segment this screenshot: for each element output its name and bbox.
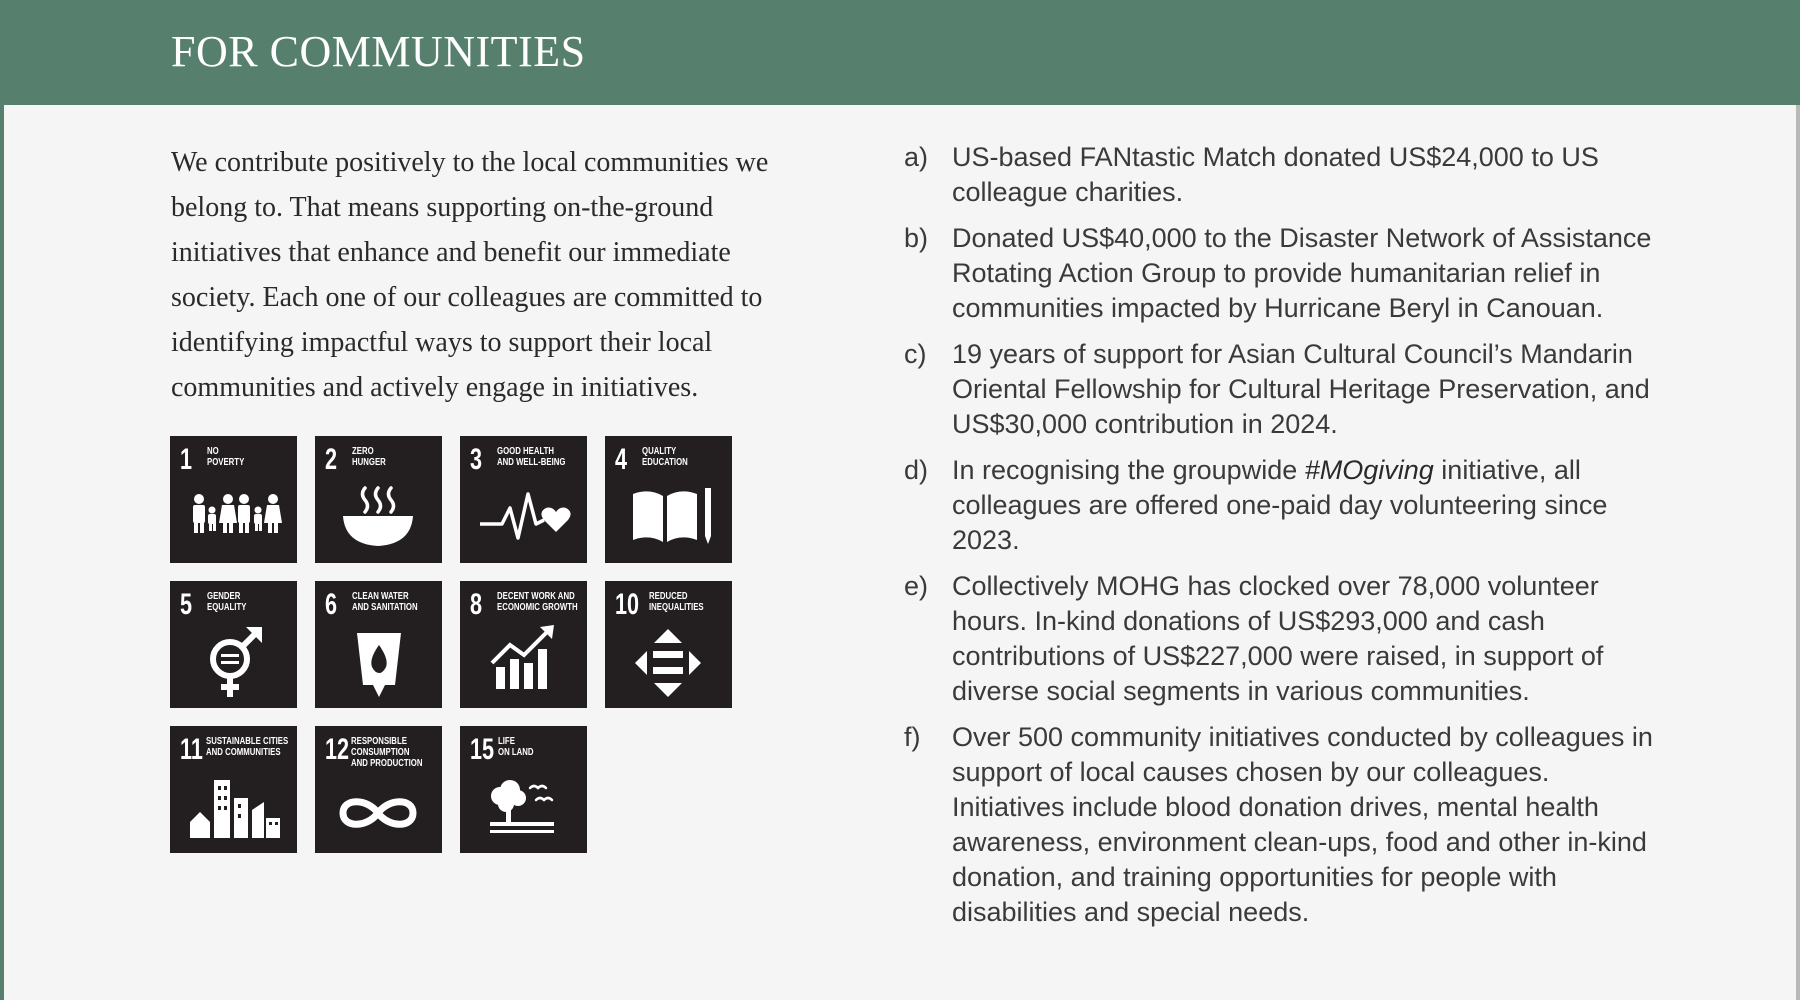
list-marker: f) (904, 722, 921, 752)
sdg-tile-11 (170, 726, 297, 853)
list-marker: b) (904, 223, 929, 253)
sdg-label: NO (207, 446, 219, 457)
sdg-tile-4 (605, 436, 732, 563)
sdg-label: AND COMMUNITIES (206, 747, 281, 758)
list-text: 19 years of support for Asian Cultural Council’s Mandarin Oriental Fellowship for Cultural Heritage Preservation, and US$30,000 contribution in 2024. (952, 339, 1650, 439)
sdg-number: 12 (325, 733, 350, 766)
sdg-number: 2 (325, 443, 338, 476)
sdg-label: GOOD HEALTH (497, 446, 555, 457)
sdg-tile-15 (460, 726, 587, 853)
people-family-icon (170, 436, 297, 563)
tree-birds-icon (460, 726, 587, 853)
water-glass-icon (315, 581, 442, 708)
sdg-label: SUSTAINABLE CITIES (206, 736, 289, 747)
sdg-number: 8 (470, 588, 483, 621)
sdg-tile-12 (315, 726, 442, 853)
sdg-label: CLEAN WATER (352, 591, 409, 602)
sdg-number: 10 (615, 588, 640, 621)
list-marker: c) (904, 339, 927, 369)
sdg-number: 3 (470, 443, 483, 476)
heartbeat-icon (460, 436, 587, 563)
list-marker: d) (904, 455, 929, 485)
sdg-label: DECENT WORK AND (497, 591, 575, 602)
sdg-number: 1 (180, 443, 193, 476)
sdg-label: HUNGER (352, 457, 386, 468)
hashtag-text: #MOgiving (1304, 455, 1434, 485)
sdg-tile-6 (315, 581, 442, 708)
sdg-tile-10 (605, 581, 732, 708)
sdg-label: EDUCATION (642, 457, 688, 468)
sdg-label: CONSUMPTION (351, 747, 410, 758)
sdg-tile-8 (460, 581, 587, 708)
sdg-label: ECONOMIC GROWTH (497, 602, 578, 613)
sdg-label: REDUCED (649, 591, 688, 602)
sdg-label: QUALITY (642, 446, 677, 457)
initiatives-list (902, 140, 1662, 941)
sdg-label: INEQUALITIES (649, 602, 704, 613)
list-item (902, 720, 1662, 930)
list-text: US-based FANtastic Match donated US$24,000 to US colleague charities. (952, 142, 1599, 207)
sdg-tile-1 (170, 436, 297, 563)
list-marker: e) (904, 571, 929, 601)
sdg-label: RESPONSIBLE (351, 736, 407, 747)
book-pencil-icon (605, 436, 732, 563)
list-item (902, 221, 1662, 326)
infinity-loop-icon (315, 726, 442, 853)
list-text-after: initiative, all colleagues are offered one-paid day volunteering since 2023. (952, 455, 1608, 555)
sdg-label: LIFE (498, 736, 515, 747)
sdg-label: ZERO (352, 446, 374, 457)
right-border (1796, 105, 1800, 1000)
left-border (0, 105, 4, 1000)
sdg-label: GENDER (207, 591, 241, 602)
sdg-tile-5 (170, 581, 297, 708)
list-text: Over 500 community initiatives conducted by colleagues in support of local causes chosen by our colleagues. Initiatives include blood donation drives, mental health awareness, environment clean-ups, food and other in-kind donation, and training opportunities for people with disabilities and special needs. (952, 722, 1653, 927)
list-text: Collectively MOHG has clocked over 78,000 volunteer hours. In-kind donations of US$293,000 and cash contributions of US$227,000 were raised, in support of diverse social segments in various communities. (952, 571, 1604, 706)
sdg-label: EQUALITY (207, 602, 247, 613)
sdg-tile-3 (460, 436, 587, 563)
sdg-tile-2 (315, 436, 442, 563)
equal-arrows-icon (605, 581, 732, 708)
sdg-number: 4 (615, 443, 628, 476)
page-title: FOR COMMUNITIES (171, 27, 586, 76)
header-bar (0, 0, 1800, 105)
list-text-before: In recognising the groupwide (952, 455, 1305, 485)
city-buildings-icon (170, 726, 297, 853)
intro-paragraph: We contribute positively to the local communities we belong to. That means supporting on-the-ground initiatives that enhance and benefit our immediate society. Each one of our colleagues are committed to identifying impactful ways to support their local communities and actively engage in initiatives. (171, 147, 769, 403)
sdg-label: AND WELL-BEING (497, 457, 566, 468)
sdg-number: 11 (180, 733, 203, 766)
growth-chart-icon (460, 581, 587, 708)
list-item (902, 569, 1662, 709)
sdg-label: POVERTY (207, 457, 245, 468)
list-item (902, 453, 1662, 558)
sdg-label: ON LAND (498, 747, 534, 758)
sdg-number: 6 (325, 588, 338, 621)
list-marker: a) (904, 142, 929, 172)
sdg-number: 5 (180, 588, 193, 621)
list-text: Donated US$40,000 to the Disaster Network of Assistance Rotating Action Group to provide humanitarian relief in communities impacted by Hurricane Beryl in Canouan. (952, 223, 1652, 323)
list-item (902, 140, 1662, 210)
sdg-label: AND SANITATION (352, 602, 418, 613)
sdg-label: AND PRODUCTION (351, 758, 423, 769)
list-item (902, 337, 1662, 442)
gender-equality-icon (170, 581, 297, 708)
sdg-number: 15 (470, 733, 495, 766)
bowl-icon (315, 436, 442, 563)
